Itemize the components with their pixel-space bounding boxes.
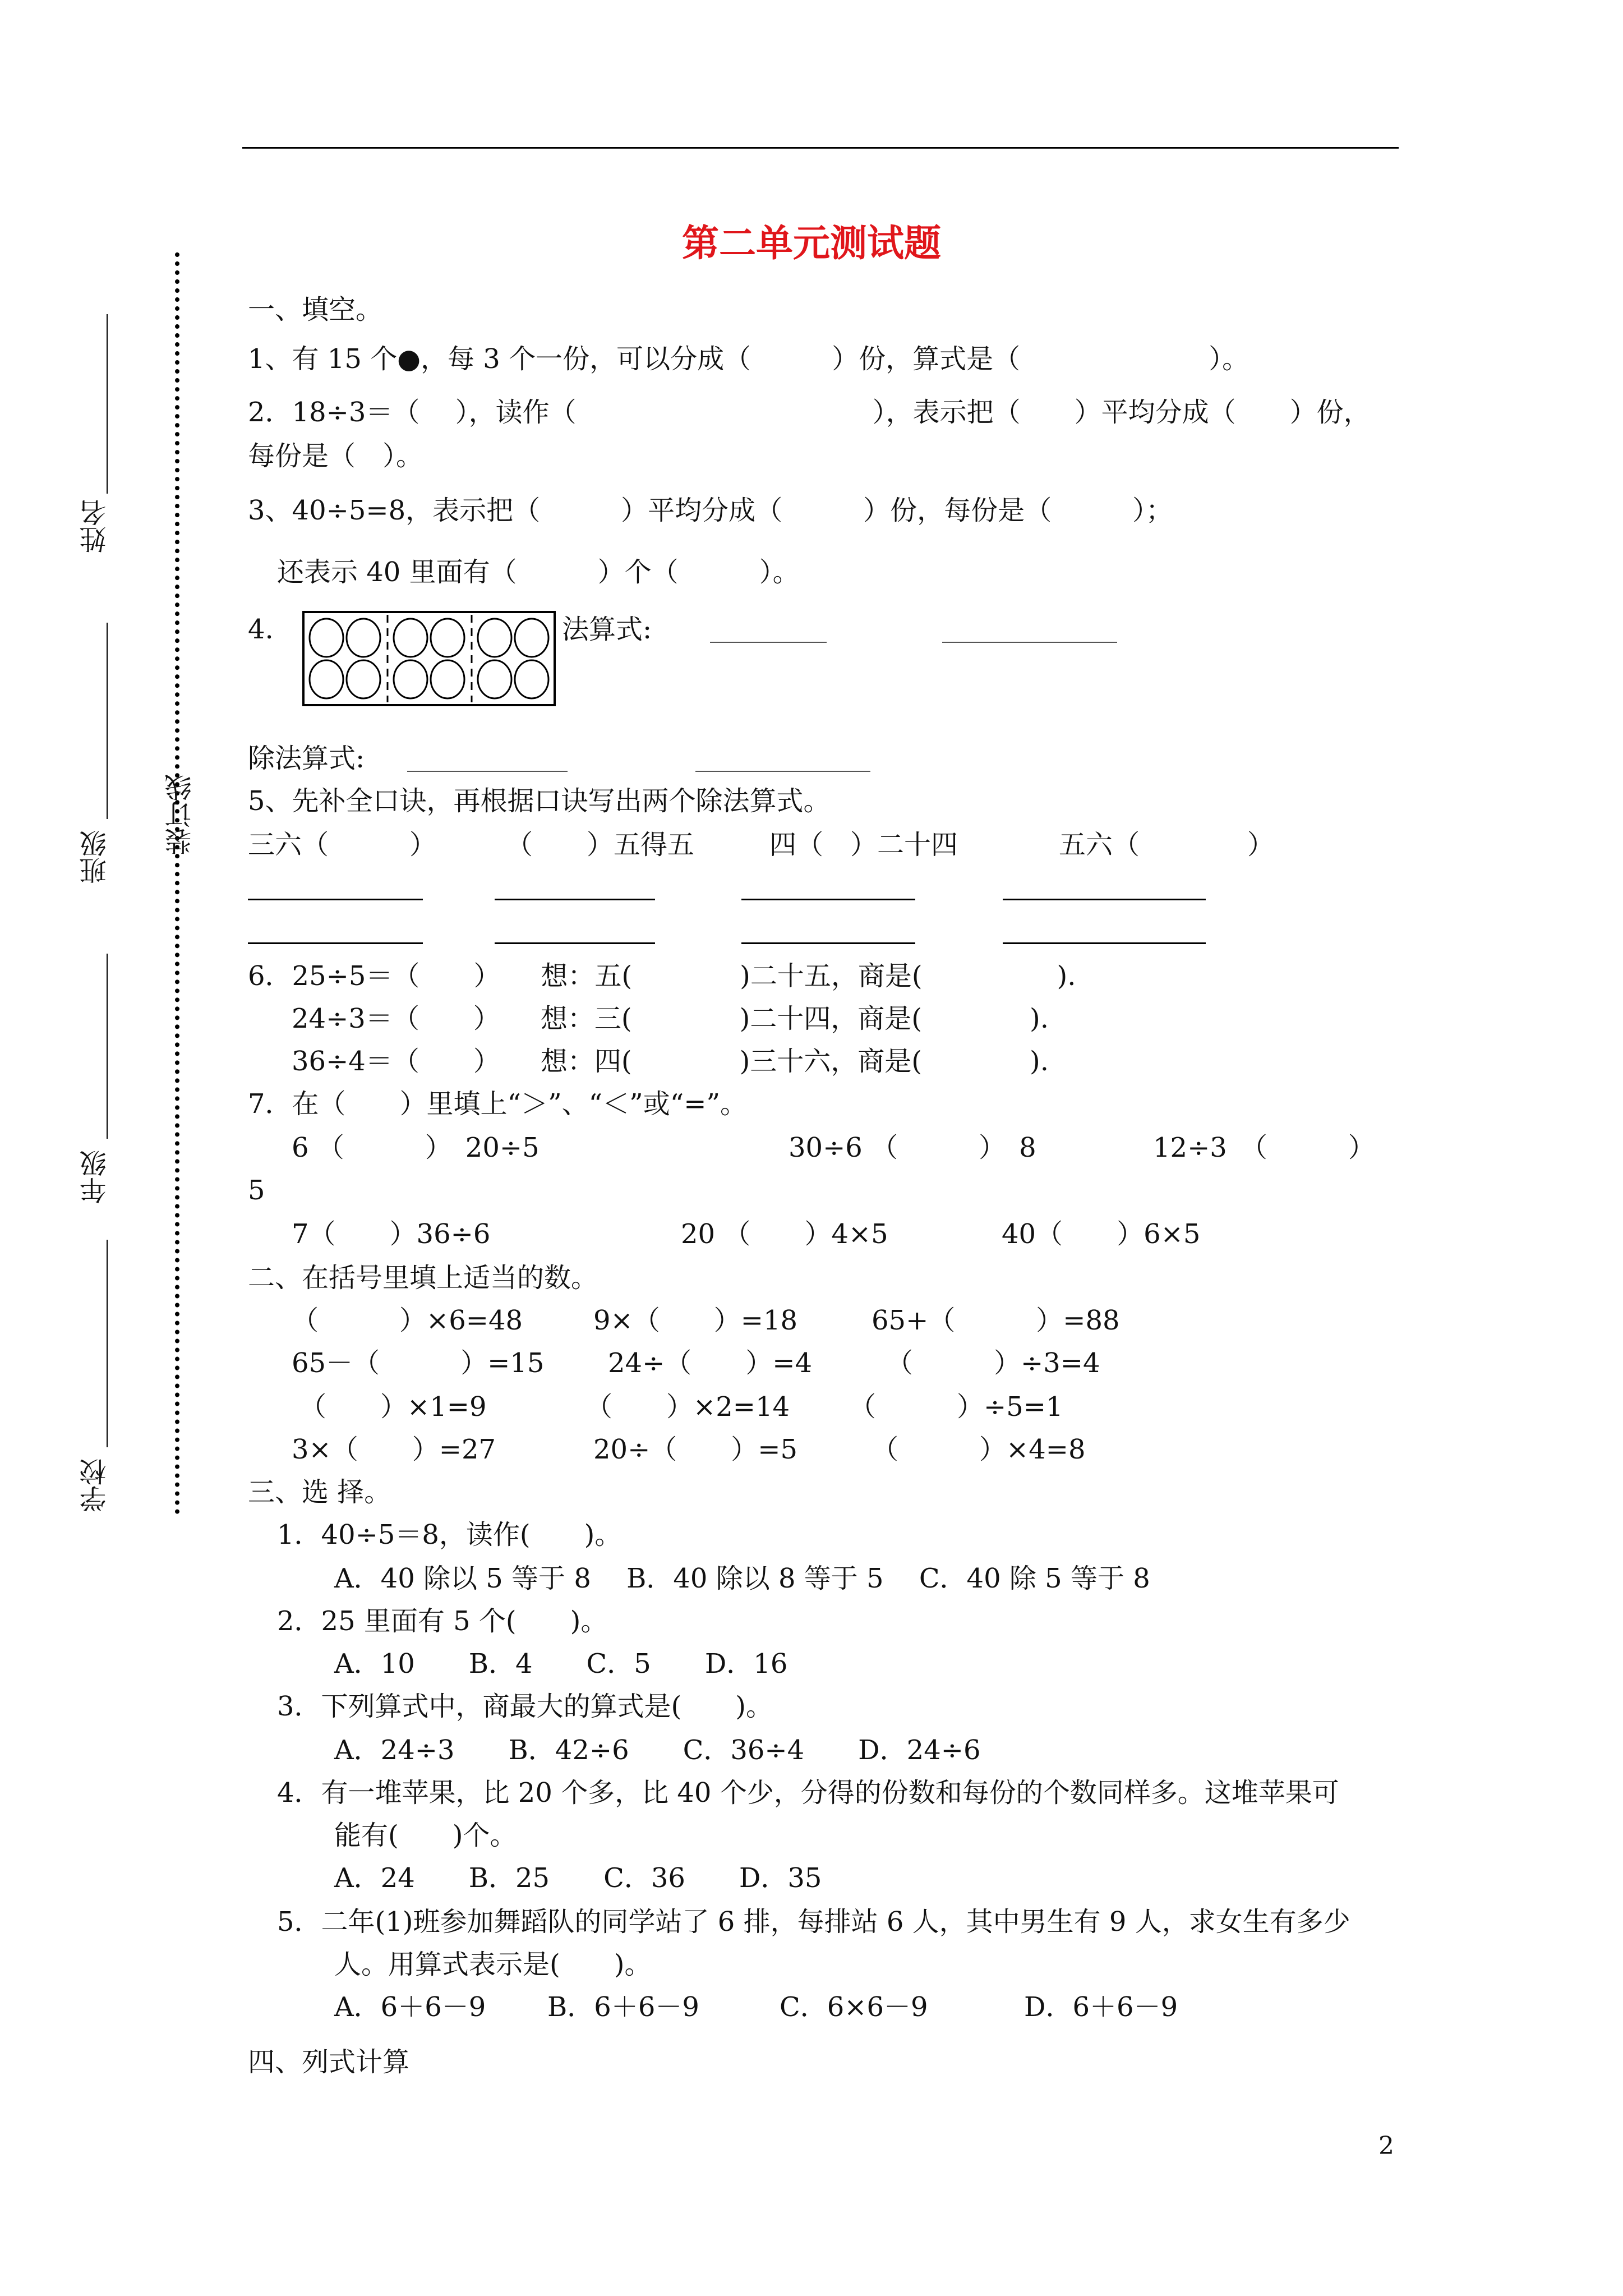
answer-line[interactable] <box>1003 899 1206 900</box>
answer-line[interactable] <box>495 942 655 944</box>
fill-item: 20÷（ ）=5 <box>593 1434 798 1465</box>
question-1-5: 5、先补全口诀，再根据口诀写出两个除法算式。 <box>248 785 831 817</box>
answer-line[interactable] <box>248 899 423 900</box>
field-class-label: 班级 <box>80 830 111 884</box>
choice-question-2: 2．25 里面有 5 个( )。 <box>277 1605 608 1637</box>
question-1-3a: 3、40÷5=8，表示把（ ）平均分成（ ）份，每份是（ ）； <box>248 495 1173 526</box>
circle <box>394 619 427 657</box>
compare-item: 6 （ ） 20÷5 <box>292 1132 540 1163</box>
page-title: 第二单元测试题 <box>682 222 941 265</box>
answer-blank[interactable] <box>710 642 827 643</box>
question-1-4-number: 4. <box>248 614 274 645</box>
choice-question-5b: 人。用算式表示是( )。 <box>334 1949 652 1980</box>
choice-question-4a: 4．有一堆苹果，比 20 个多，比 40 个少，分得的份数和每份的个数同样多。这堆苹果可 <box>277 1777 1339 1809</box>
question-1-6-b: 24÷3＝（ ） 想：三( )二十四，商是( ). <box>292 1003 1049 1034</box>
answer-blank[interactable] <box>695 771 870 772</box>
field-grade-label: 年级 <box>80 1150 111 1204</box>
circle <box>431 619 464 657</box>
fill-item: 65+（ ）=88 <box>872 1305 1120 1336</box>
circle <box>515 619 548 657</box>
circle <box>347 619 380 657</box>
compare-item-wrap: 5 <box>248 1175 265 1206</box>
fill-item: 3×（ ）=27 <box>292 1434 496 1465</box>
answer-blank[interactable] <box>407 771 568 772</box>
circle <box>478 619 511 657</box>
circle <box>515 660 548 698</box>
compare-item: 40（ ）6×5 <box>1002 1218 1201 1250</box>
compare-item: 30÷6 （ ） 8 <box>789 1132 1036 1163</box>
choice-options-2: A．10 B．4 C．5 D．16 <box>334 1648 788 1680</box>
section1-heading: 一、填空。 <box>248 294 383 325</box>
fill-item: （ ）×4=8 <box>872 1434 1086 1465</box>
choice-option: D．6＋6－9 <box>1024 1991 1178 2023</box>
choice-options-1: A．40 除以 5 等于 8 B．40 除以 8 等于 5 C．40 除 5 等于 8 <box>334 1563 1150 1594</box>
question-1-2b: 每份是（ ）。 <box>248 440 423 472</box>
answer-line[interactable] <box>248 942 423 944</box>
mnemonic-item-4: 五六（ ） <box>1059 829 1275 861</box>
field-school-label: 学校 <box>80 1458 111 1512</box>
compare-item: 7（ ）36÷6 <box>292 1218 491 1250</box>
answer-line[interactable] <box>741 942 915 944</box>
fill-item: 24÷（ ）=4 <box>608 1347 813 1379</box>
fill-item: （ ）÷5=1 <box>849 1391 1063 1423</box>
choice-question-4b: 能有( )个。 <box>334 1820 517 1851</box>
fill-item: （ ）×2=14 <box>585 1391 790 1423</box>
answer-line[interactable] <box>1003 942 1206 944</box>
fill-item: （ ）×6=48 <box>292 1305 523 1336</box>
circle <box>347 660 380 698</box>
circle <box>394 660 427 698</box>
circle <box>310 660 343 698</box>
mnemonic-item-3: 四（ ）二十四 <box>769 829 958 861</box>
grade-field-line[interactable] <box>107 954 108 1139</box>
section2-heading: 二、在括号里填上适当的数。 <box>248 1262 598 1294</box>
fill-item: （ ）×1=9 <box>299 1391 487 1423</box>
question-1-6-a: 6．25÷5＝（ ） 想：五( )二十五，商是( ). <box>248 960 1076 992</box>
section4-heading: 四、列式计算 <box>248 2046 410 2078</box>
choice-question-3: 3．下列算式中，商最大的算式是( )。 <box>277 1691 773 1722</box>
question-1-2a: 2．18÷3＝（ ），读作（ ），表示把（ ）平均分成（ ）份， <box>248 397 1371 428</box>
choice-question-1: 1．40÷5＝8，读作( )。 <box>277 1519 622 1550</box>
choice-options-3: A．24÷3 B．42÷6 C．36÷4 D．24÷6 <box>334 1734 981 1766</box>
fill-item: 9×（ ）=18 <box>593 1305 798 1336</box>
question-1-4-division-label: 除法算式: <box>248 743 365 774</box>
compare-item: 20 （ ）4×5 <box>681 1218 888 1250</box>
compare-item: 12÷3 （ ） <box>1153 1132 1375 1163</box>
fill-item: （ ）÷3=4 <box>886 1347 1100 1379</box>
school-field-line[interactable] <box>107 1240 108 1447</box>
section3-heading: 三、选 择。 <box>248 1476 391 1508</box>
question-1-1: 1、有 15 个●，每 3 个一份，可以分成（ ）份，算式是（ ）。 <box>248 343 1249 375</box>
diagram-frame <box>303 612 555 705</box>
class-field-line[interactable] <box>107 623 108 819</box>
circle <box>310 619 343 657</box>
choice-options-4: A．24 B．25 C．36 D．35 <box>334 1862 822 1894</box>
question-1-6-c: 36÷4＝（ ） 想：四( )三十六，商是( ). <box>292 1046 1049 1077</box>
circle <box>478 660 511 698</box>
answer-line[interactable] <box>741 899 915 900</box>
header-rule <box>242 147 1399 149</box>
fill-item: 65－（ ）=15 <box>292 1347 545 1379</box>
question-1-3b: 还表示 40 里面有（ ）个（ ）。 <box>277 556 800 588</box>
page-number: 2 <box>1378 2132 1394 2160</box>
question-1-4-label: 法算式: <box>562 614 652 645</box>
binding-label: 装订线 <box>165 774 196 855</box>
answer-blank[interactable] <box>942 642 1117 643</box>
mnemonic-item-2: （ ）五得五 <box>506 829 695 861</box>
binding-dotted-line <box>175 252 179 1515</box>
answer-line[interactable] <box>495 899 655 900</box>
mnemonic-item-1: 三六（ ） <box>248 829 437 861</box>
field-name-label: 姓名 <box>80 499 111 553</box>
choice-option: C．6×6－9 <box>780 1991 928 2023</box>
name-field-line[interactable] <box>107 314 108 494</box>
choice-question-5a: 5．二年(1)班参加舞蹈队的同学站了 6 排，每排站 6 人，其中男生有 9 人，求女生有多少 <box>277 1906 1350 1938</box>
question-1-7: 7．在（ ）里填上“＞”、“＜”或“=”。 <box>248 1088 747 1120</box>
choice-option: A．6＋6－9 <box>334 1991 486 2023</box>
circle <box>431 660 464 698</box>
circles-diagram <box>302 610 556 707</box>
choice-option: B．6＋6－9 <box>547 1991 699 2023</box>
